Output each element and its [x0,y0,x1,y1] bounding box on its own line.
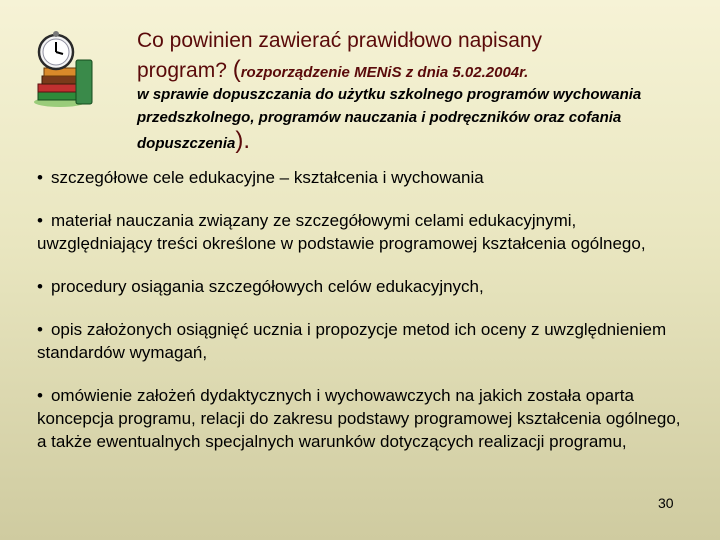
list-item [37,318,687,364]
regulation-inline: rozporządzenie MENiS z dnia 5.02.2004r. [240,64,529,81]
list-item-text: omówienie założeń dydaktycznych i wychowawczych na jakich została oparta koncepcja programu, relacji do zakresu podstawy programowej kształcenia ogólnego, a także ewentualnych specjalnych warunków dotyczących realizacji programu, [37,386,681,451]
list-item [37,209,687,255]
title-line2: program? [137,59,233,82]
bullet-icon: • [37,320,43,339]
slide-title [137,26,697,87]
list-item-text: opis założonych osiągnięć ucznia i propozycje metod ich oceny z uwzględnieniem standardów wymagań, [37,320,667,362]
list-item-text: procedury osiągania szczegółowych celów edukacyjnych, [50,277,484,296]
clock-and-books-icon [30,30,96,110]
bullet-icon: • [37,386,43,405]
title-close-paren: ). [235,127,251,154]
page-number: 30 [658,495,674,511]
regulation-rest: w sprawie dopuszczania do użytku szkolnego programów wychowania przedszkolnego, programów nauczania i podręczników oraz cofania dopuszczenia [137,86,642,152]
title-line1: Co powinien zawierać prawidłowo napisany [137,29,543,52]
list-item-text: szczegółowe cele edukacyjne – kształcenia i wychowania [50,168,484,187]
bullet-icon: • [37,211,43,230]
list-item-text: materiał nauczania związany ze szczegółowymi celami edukacyjnymi, uwzględniający treści określone w podstawie programowej kształcenia ogólnego, [37,211,646,253]
list-item [37,166,687,189]
bullet-icon: • [37,277,43,296]
title-open-paren: ( [232,56,241,83]
bullet-icon: • [37,168,43,187]
regulation-subtitle [137,83,697,155]
list-item [37,275,687,298]
list-item [37,384,687,453]
bullet-list [37,166,687,473]
